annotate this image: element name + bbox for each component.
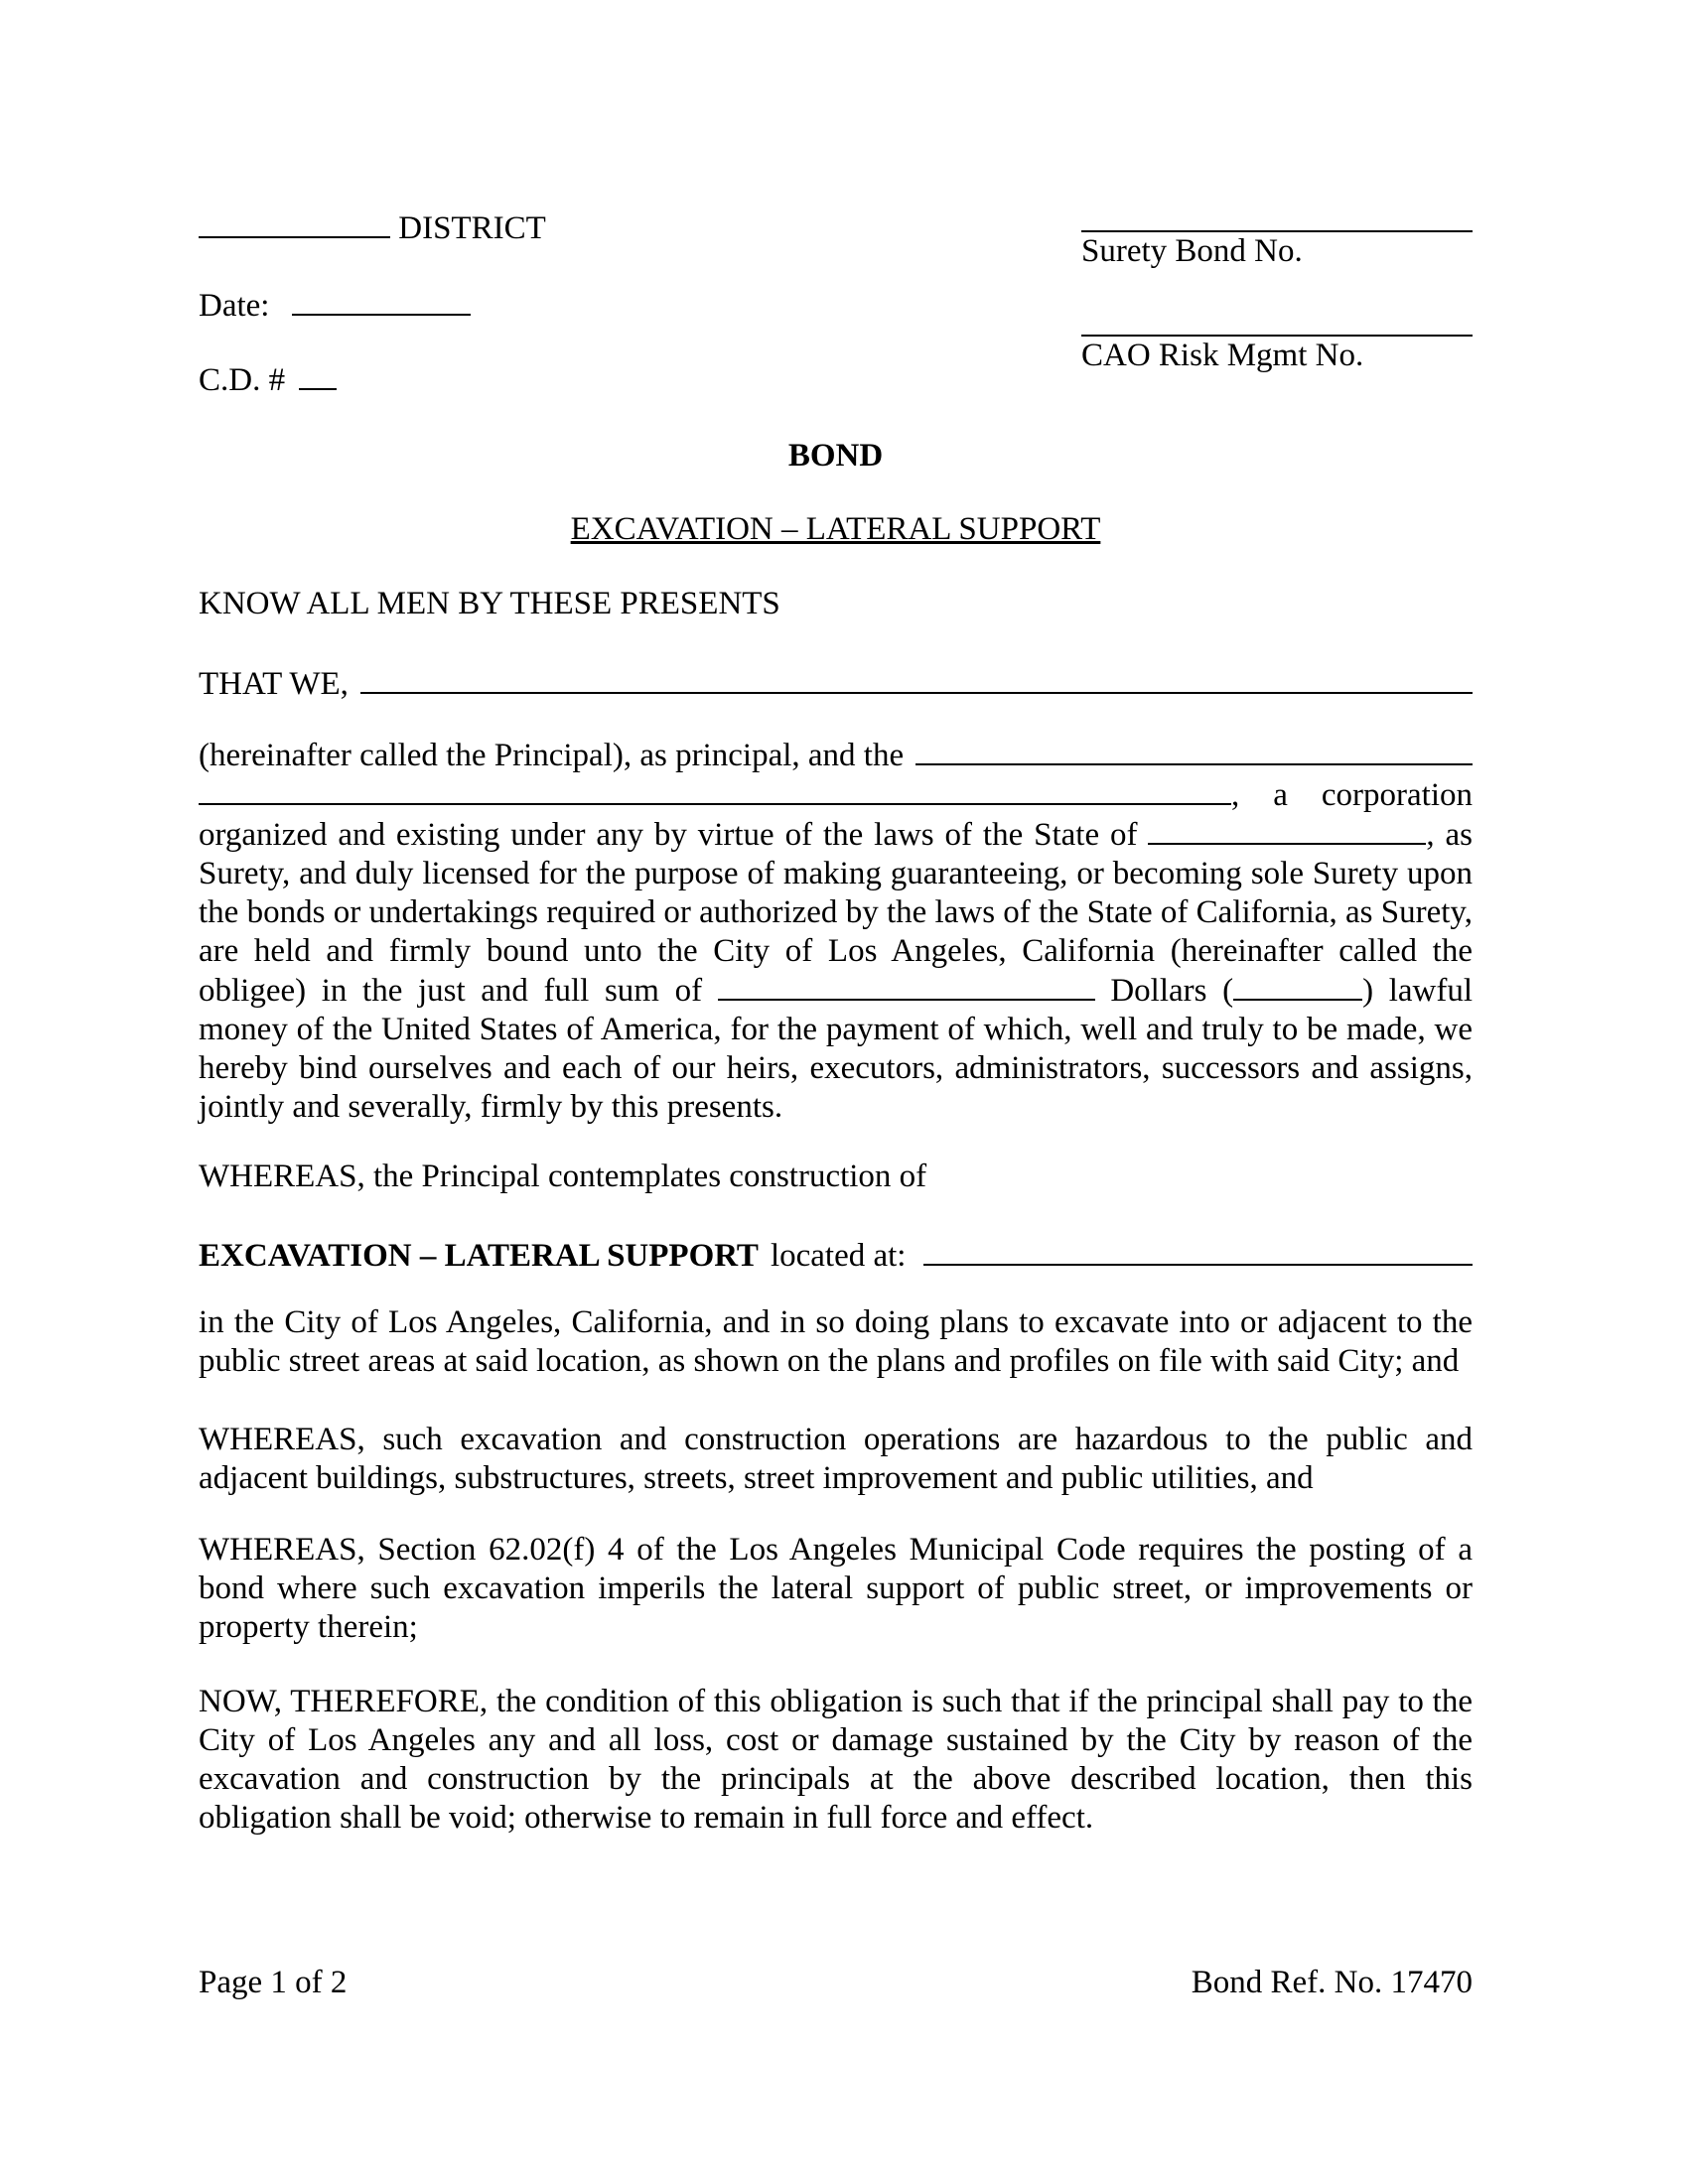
whereas-construction-paragraph: WHEREAS, the Principal contemplates construction of <box>199 1159 927 1194</box>
date-row <box>199 286 1081 326</box>
now-therefore-paragraph: NOW, THEREFORE, the condition of this obligation is such that if the principal shall pay to the City of Los Angeles any and all loss, cost or damage sustained by the City by reason of the excavation and construction by the principals at the above described location, then this obligation shall be void; otherwise to remain in full force and effect. <box>199 1684 1473 1836</box>
main-paragraph-text-2: , as Surety, and duly licensed for the purpose of making guaranteeing, or becoming sole Surety upon the bonds or undertakings required or authorized by the laws of the State of California, as Surety, are held and firmly bound unto the City of Los Angeles, California (hereinafter called the obligee) in the just and full sum of <box>199 817 1473 1009</box>
document-subtitle-text: EXCAVATION – LATERAL SUPPORT <box>570 511 1101 547</box>
surety-name-blank-field <box>915 736 1473 765</box>
cd-row <box>199 360 1081 400</box>
district-blank-field <box>199 208 390 238</box>
cd-blank-field <box>299 360 337 390</box>
surety-name-continued-blank-field <box>199 775 1231 805</box>
date-blank-field <box>292 286 471 316</box>
know-all-men-heading: KNOW ALL MEN BY THESE PRESENTS <box>199 586 780 621</box>
main-paragraph-text-3: Dollars ( <box>1110 973 1234 1009</box>
header <box>199 208 1473 400</box>
footer-bond-ref: Bond Ref. No. 17470 <box>1191 1965 1473 2000</box>
footer <box>199 1964 1473 2002</box>
principal-line <box>199 736 1473 775</box>
that-we-label: THAT WE, <box>199 666 349 702</box>
date-label: Date: <box>199 288 270 324</box>
located-at-blank-field <box>923 1236 1473 1266</box>
header-left <box>199 208 1081 400</box>
document-subtitle <box>199 510 1473 549</box>
cao-risk-label: CAO Risk Mgmt No. <box>1081 338 1364 373</box>
footer-page-number: Page 1 of 2 <box>199 1965 348 2000</box>
whereas-section-paragraph: WHEREAS, Section 62.02(f) 4 of the Los Angeles Municipal Code requires the posting of a bond where such excavation imperils the lateral support of public street, or improvements or property therein; <box>199 1532 1473 1645</box>
that-we-line <box>199 664 1473 704</box>
located-at-line <box>199 1236 1473 1276</box>
principal-clause: (hereinafter called the Principal), as principal, and the <box>199 738 905 773</box>
district-row <box>199 208 1081 248</box>
bond-title: BOND <box>787 438 884 474</box>
header-right <box>1081 208 1473 400</box>
main-paragraph-text-1: , a corporation organized and existing under any by virtue of the laws of the State of <box>199 777 1473 853</box>
sum-blank-field <box>718 971 1095 1001</box>
located-at-label: located at: <box>770 1238 907 1274</box>
city-paragraph: in the City of Los Angeles, California, and in so doing plans to excavate into or adjacent to the public street areas at said location, as shown on the plans and profiles on file with said City; and <box>199 1304 1473 1379</box>
principal-name-blank-field <box>360 664 1473 694</box>
state-blank-field <box>1148 815 1426 845</box>
whereas-hazardous-paragraph: WHEREAS, such excavation and construction operations are hazardous to the public and adjacent buildings, substructures, streets, street improvement and public utilities, and <box>199 1422 1473 1496</box>
dollars-figure-blank-field <box>1233 971 1362 1001</box>
cd-label: C.D. # <box>199 362 286 398</box>
surety-bond-label: Surety Bond No. <box>1081 233 1303 269</box>
main-paragraph-text-4: ) lawful money of the United States of America, for the payment of which, well and truly to be made, we hereby bind ourselves and each of our heirs, executors, administrators, successors and assigns, jointly and severally, firmly by this presents. <box>199 973 1474 1125</box>
district-label: DISTRICT <box>398 210 546 246</box>
located-title: EXCAVATION – LATERAL SUPPORT <box>199 1238 759 1274</box>
main-paragraph <box>199 775 1473 1127</box>
